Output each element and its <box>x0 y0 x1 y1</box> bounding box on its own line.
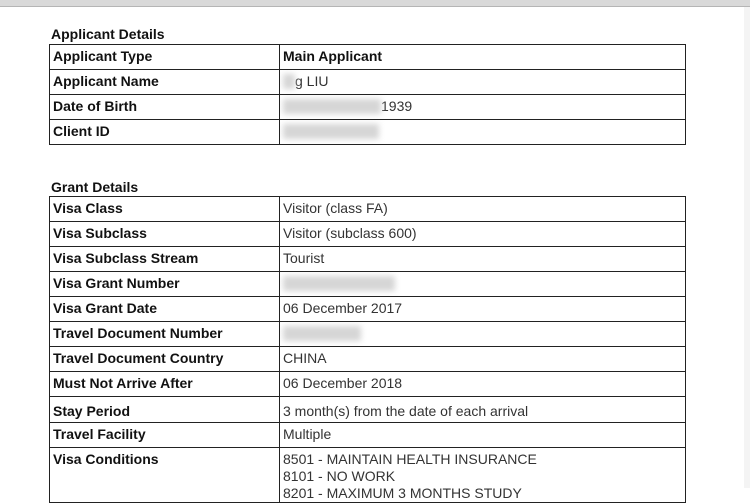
date-of-birth-value <box>280 95 686 120</box>
table-row <box>50 222 686 247</box>
date-of-birth-label: Date of Birth <box>50 95 280 120</box>
travel-document-number-value <box>280 322 686 347</box>
grant-details-table <box>49 196 686 503</box>
visa-grant-number-label: Visa Grant Number <box>50 272 280 297</box>
travel-document-country-value: CHINA <box>280 347 686 372</box>
grant-details-heading: Grant Details <box>51 179 139 195</box>
applicant-details-heading: Applicant Details <box>51 26 165 42</box>
date-of-birth-text: 1939 <box>381 98 413 114</box>
table-row <box>50 120 686 145</box>
window-top-strip <box>0 0 750 7</box>
redaction <box>283 326 361 341</box>
table-row <box>50 95 686 120</box>
applicant-type-value: Main Applicant <box>280 45 686 70</box>
table-row <box>50 70 686 95</box>
table-row <box>50 197 686 222</box>
table-row <box>50 423 686 448</box>
table-row <box>50 347 686 372</box>
applicant-type-label: Applicant Type <box>50 45 280 70</box>
redaction <box>283 276 395 291</box>
table-row <box>50 272 686 297</box>
visa-grant-number-value <box>280 272 686 297</box>
redaction <box>283 74 295 89</box>
table-row <box>50 372 686 397</box>
applicant-name-value <box>280 70 686 95</box>
table-row <box>50 247 686 272</box>
visa-subclass-stream-value: Tourist <box>280 247 686 272</box>
table-row <box>50 448 686 503</box>
travel-document-number-label: Travel Document Number <box>50 322 280 347</box>
scrollbar[interactable] <box>744 7 750 488</box>
table-row <box>50 322 686 347</box>
stay-period-label: Stay Period <box>50 397 280 423</box>
applicant-name-text: g LIU <box>295 73 329 89</box>
visa-condition-item: 8201 - MAXIMUM 3 MONTHS STUDY <box>283 485 522 501</box>
must-not-arrive-after-label: Must Not Arrive After <box>50 372 280 397</box>
visa-subclass-stream-label: Visa Subclass Stream <box>50 247 280 272</box>
visa-condition-item: 8501 - MAINTAIN HEALTH INSURANCE <box>283 451 537 467</box>
applicant-name-label: Applicant Name <box>50 70 280 95</box>
redaction <box>283 124 379 139</box>
visa-condition-item: 8101 - NO WORK <box>283 468 396 484</box>
visa-grant-date-label: Visa Grant Date <box>50 297 280 322</box>
visa-conditions-value <box>280 448 686 503</box>
visa-subclass-label: Visa Subclass <box>50 222 280 247</box>
client-id-value <box>280 120 686 145</box>
client-id-label: Client ID <box>50 120 280 145</box>
table-row <box>50 397 686 423</box>
table-row <box>50 45 686 70</box>
applicant-details-table <box>49 44 686 145</box>
travel-facility-label: Travel Facility <box>50 423 280 448</box>
visa-class-value: Visitor (class FA) <box>280 197 686 222</box>
redaction <box>283 99 381 114</box>
travel-facility-value: Multiple <box>280 423 686 448</box>
visa-class-label: Visa Class <box>50 197 280 222</box>
stay-period-value: 3 month(s) from the date of each arrival <box>280 397 686 423</box>
visa-grant-date-value: 06 December 2017 <box>280 297 686 322</box>
must-not-arrive-after-value: 06 December 2018 <box>280 372 686 397</box>
table-row <box>50 297 686 322</box>
visa-subclass-value: Visitor (subclass 600) <box>280 222 686 247</box>
visa-conditions-label: Visa Conditions <box>50 448 280 503</box>
travel-document-country-label: Travel Document Country <box>50 347 280 372</box>
